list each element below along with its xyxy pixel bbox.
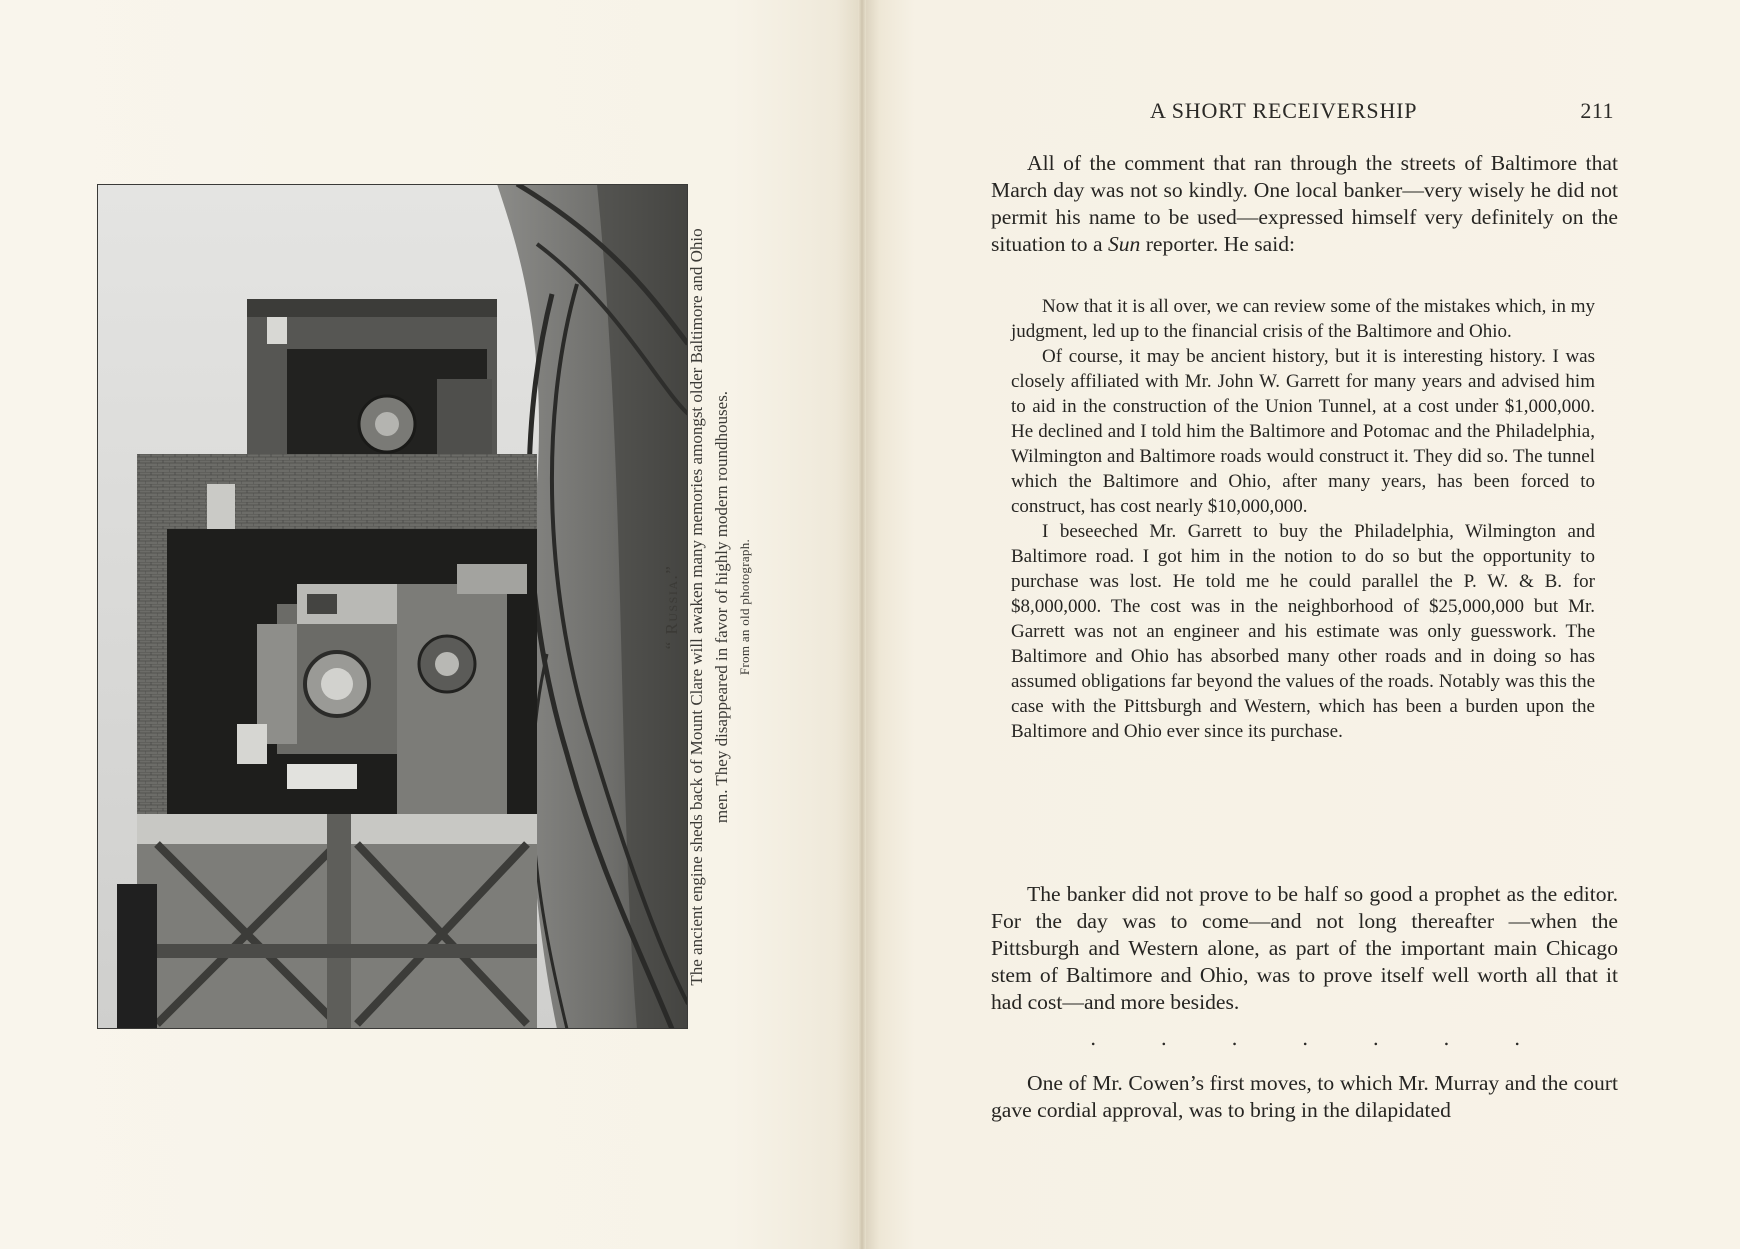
left-page	[0, 0, 862, 1249]
dot: .	[1443, 1026, 1450, 1050]
section-break-dots	[1090, 1026, 1520, 1050]
block-quote	[1011, 294, 1595, 744]
dot: .	[1231, 1026, 1238, 1050]
caption-line-1: The ancient engine sheds back of Mount Clare will awaken many memories amongst older Baltimore and Ohio	[687, 228, 706, 986]
paragraph-1-end: reporter. He said:	[1140, 232, 1296, 256]
paragraph-1-text	[991, 150, 1618, 258]
newspaper-name: Sun	[1107, 232, 1141, 256]
photo-roundhouse-engines	[97, 184, 688, 1029]
paragraph-1	[991, 150, 1618, 258]
caption-title: “ Russia.”	[662, 564, 681, 650]
paragraph-2-text: The banker did not prove to be half so good a prophet as the editor. For the day was to come—and not long thereafter —when the Pittsburgh and Western alone, as part of the important main Chicago stem of Baltimore and Ohio, was to prove itself well worth all that it had cost—and more besides.	[991, 882, 1618, 1014]
running-title: A SHORT RECEIVERSHIP	[1150, 98, 1418, 123]
paragraph-3	[991, 1070, 1618, 1124]
dot: .	[1372, 1026, 1379, 1050]
photo-plate	[97, 184, 688, 1029]
dot: .	[1090, 1026, 1097, 1050]
paragraph-2	[991, 881, 1618, 1016]
photo-caption	[660, 177, 780, 1037]
book-gutter	[858, 0, 866, 1249]
quote-paragraph-3: I beseeched Mr. Garrett to buy the Philadelphia, Wilmington and Baltimore road. I got him in the notion to do so but the opportunity to purchase was lost. He told me he could parallel the P. W. & B. for $8,000,000. The cost was in the neighborhood of $25,000,000 but Mr. Garrett was not an engineer and his estimate was only guesswork. The Baltimore and Ohio has absorbed many other roads and in doing so has assumed obligations far beyond the values of the roads. Notably was this the case with the Pittsburgh and Western, which has been a burden upon the Baltimore and Ohio ever since its purchase.	[1011, 521, 1595, 742]
caption-credit: From an old photograph.	[737, 538, 752, 676]
paragraph-3-text: One of Mr. Cowen’s first moves, to which Mr. Murray and the court gave cordial approval, was to bring in the dilapidated	[991, 1071, 1618, 1122]
dot: .	[1513, 1026, 1521, 1050]
running-head	[990, 98, 1620, 128]
paragraph-1-start: All of the comment that ran through the streets of Baltimore that March day was not so kindly. One local banker—very wisely he did not permit his name to be used—expressed himself very definitely on the situation to a	[991, 151, 1618, 256]
caption-line-2: men. They disappeared in favor of highly modern roundhouses.	[712, 390, 731, 824]
quote-paragraph-2: Of course, it may be ancient history, but it is interesting history. I was closely affiliated with Mr. John W. Garrett for many years and advised him to aid in the construction of the Union Tunnel, at a cost under $1,000,000. He declined and I told him the Baltimore and Potomac and the Philadelphia, Wilmington and Baltimore roads would construct it. They did so. The tunnel which the Baltimore and Ohio, after many years, has been forced to construct, has cost nearly $10,000,000.	[1011, 346, 1595, 517]
dot: .	[1301, 1026, 1309, 1050]
quote-paragraph-1: Now that it is all over, we can review some of the mistakes which, in my judgment, led up to the financial crisis of the Baltimore and Ohio.	[1011, 296, 1595, 342]
page-number: 211	[1580, 98, 1614, 123]
dot: .	[1160, 1026, 1168, 1050]
